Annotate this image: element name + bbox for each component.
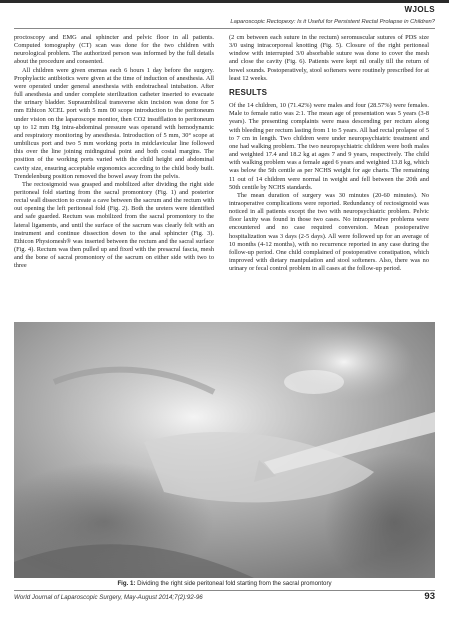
journal-tag: WJOLS [404, 5, 435, 14]
paragraph: proctoscopy and EMG anal sphincter and pelvic floor in all patients. Computed tomography (CT) scan was done for the two children with neurological problem. The authorized person was informed by the full details about the procedure and consented. [14, 34, 214, 66]
paragraph: The rectosigmoid was grasped and mobilized after dividing the right side peritoneal fold starting from the sacral promontory (Fig. 1) and posterior rectal wall dissection to create a cave between the sacrum and the rectum with out opening the left peritoneal fold (Fig. 2). Both the ureters were identified and safe guarded. Rectum was mobilized from the sacral promontory to the lateral ligaments, and until the surface of the sacrum was clearly felt with an instrument and continue dissection down to the anal sphincter (Fig. 3). Ethicon Physiomesh® was inserted between the rectum and the sacral surface (Fig. 4). Rectum was then pulled up and fixed with the presacral fascia, mesh and the bone of sacral promontory of the sacrum on either side with two to three [14, 180, 214, 270]
figure-laparoscopic-view [14, 322, 435, 578]
header-divider [14, 28, 435, 29]
caption-text: Dividing the right side peritoneal fold starting from the sacral promontory [137, 580, 332, 587]
laparoscopic-photo [14, 322, 435, 578]
journal-citation: World Journal of Laparoscopic Surgery, May-August 2014;7(2):92-96 [14, 594, 203, 601]
caption-label: Fig. 1: [117, 580, 136, 587]
page-number: 93 [424, 591, 435, 602]
section-heading-results: RESULTS [229, 87, 268, 97]
top-rule [0, 0, 449, 3]
paragraph: (2 cm between each suture in the rectum) seromuscular sutures of PDS size 3/0 using intracorporeal knotting (Fig. 5). Closure of the right peritoneal window with interrupted 3/0 absorbable suture was done to cover the mesh and close the cavity (Fig. 6). Patients were kept nil orally till the return of bowel sounds. Postoperatively, stool softeners were routinely prescribed for at least 12 weeks. [229, 34, 429, 82]
footer-divider [14, 590, 435, 591]
figure-caption [14, 580, 435, 587]
right-column [229, 34, 429, 273]
running-title: Laparoscopic Rectopexy: Is it Useful for Persistent Rectal Prolapse in Children? [230, 19, 435, 25]
paragraph: All children were given enemas each 6 hours 1 day before the surgery. Prophylactic antibiotics were given at the time of induction of anesthesia. All were operated under general anesthesia with endotracheal intubation. After full anesthesia and under complete sterilization catheter inserted to evacuate the urinary bladder. Supraumbilical transverse skin incision was done for 5 mm Ethicon XCEL port with 5 mm 00 scope introduction to the peritoneum under vision on the laparoscope monitor, then CO2 insufflation to peritoneum up to 12 mm Hg intra-abdominal pressure was operand with hemodynamic and respiratory monitoring by anesthesia. Introduction of 5 mm, 30° scope at umbilicus port and two 5 mm working ports in midclavicular line followed this over the line joining midinguinal point and both costal margins. The position of the working ports varied with the child height and abdominal cavity size, ensuring acceptable ergonomics according to the child body built. Trendelenburg position removed the bowel away from the pelvis. [14, 66, 214, 180]
paragraph: Of the 14 children, 10 (71.42%) were males and four (28.57%) were females. Male to female ratio was 2:1. The mean age of presentation was 5 years (3-8 years). The presenting complaints were mass descending per rectum along with bleeding per rectum lasting from 1 to 5 years. All had rectal prolapse of 5 to 7 cm in length. Two children were under neuropsychiatric treatment and one had walking problem. The two neuropsychiatric children were both males and weighted 17.4 and 18.2 kg at ages 7 and 9 years, respectively. The child with walking problem was a female aged 6 years and weighted 13.8 kg, which was below the 5th centile as per NCHS weight for age charts. The remaining 11 out of 14 children were normal in weight and fell between the 20th and 50th centile by NCHS standards. [229, 102, 429, 191]
paragraph: The mean duration of surgery was 30 minutes (20-60 minutes). No intraoperative complications were reported. Redundancy of rectosigmoid was noticed in all patients except the two with neuropsychiatric problem. Pelvic floor laxity was found in those two cases. No intraoperative problems were encountered and no case required conversion. Mean postoperative hospitalization was 3 days (2-5 days). All were followed up for an average of 10 months (4-12 months), with no recurrence reported in any case during the follow-up period. One child complained of postoperative constipation, which improved with dietary manipulation and stool softeners. Also, there was no urinary or fecal control problem in all cases at the follow-up period. [229, 191, 429, 273]
left-column [14, 34, 214, 271]
